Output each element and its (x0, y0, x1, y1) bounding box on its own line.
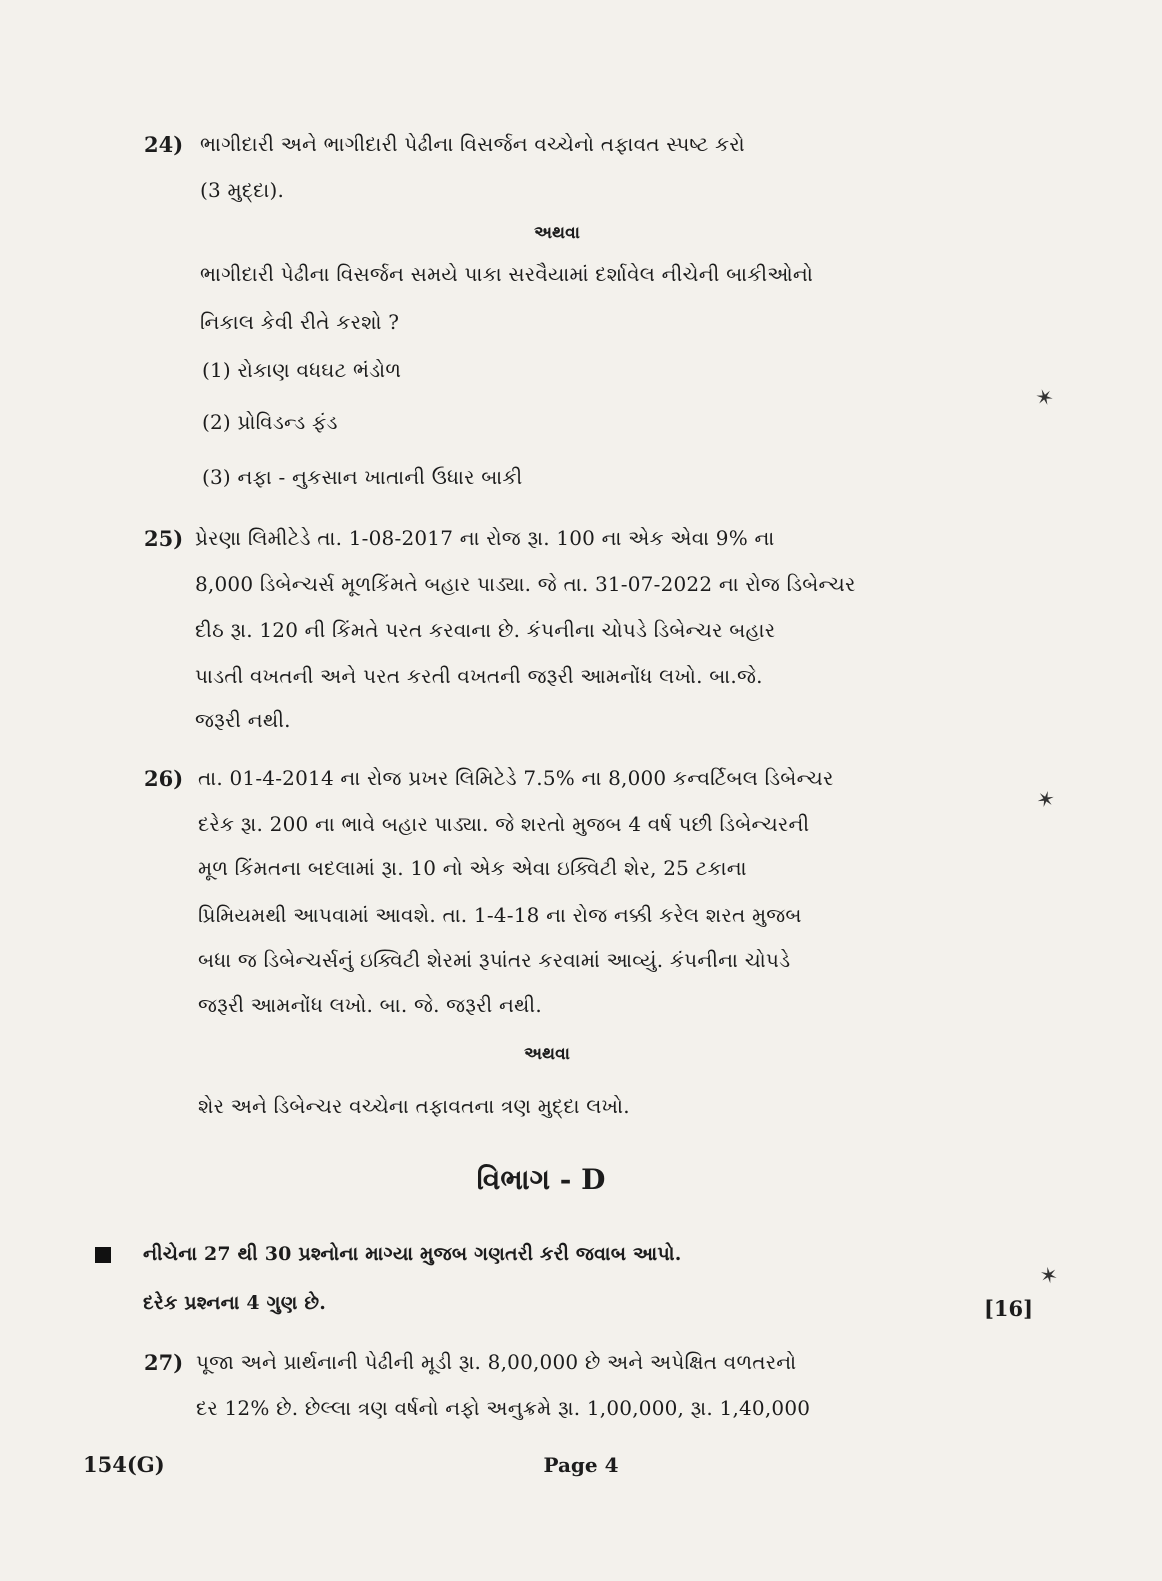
question-24-item-3: (3) નફા - નુકસાન ખાતાની ઉધાર બાકી (202, 465, 523, 489)
question-27-number: 27) (144, 1350, 184, 1375)
section-marks: [16] (984, 1296, 1034, 1321)
question-26-line-5: બધા જ ડિબેન્ચર્સનું ઇક્વિટી શેરમાં રૂપાંતર કરવામાં આવ્યું. કંપનીના ચોપડે (198, 948, 791, 972)
question-24-item-2: (2) પ્રોવિડન્ડ ફંડ (202, 410, 338, 434)
question-25-line-2: 8,000 ડિબેન્ચર્સ મૂળકિંમતે બહાર પાડ્યા. જે તા. 31-07-2022 ના રોજ ડિબેન્ચર (195, 572, 856, 596)
question-24-alt-line-2: નિકાલ કેવી રીતે કરશો ? (200, 310, 400, 334)
question-26-line-4: પ્રિમિયમથી આપવામાં આવશે. તા. 1-4-18 ના રોજ નક્કી કરેલ શરત મુજબ (198, 903, 802, 927)
paper-code: 154(G) (83, 1452, 165, 1477)
scan-speck-icon: ✶ (1037, 1262, 1061, 1291)
question-25-number: 25) (144, 526, 184, 551)
section-instruction-line-2: દરેક પ્રશ્નના 4 ગુણ છે. (143, 1292, 327, 1314)
question-24-alt-line-1: ભાગીદારી પેઢીના વિસર્જન સમયે પાકા સરવૈયામાં દર્શાવેલ નીચેની બાકીઓનો (200, 262, 814, 286)
page-number: Page 4 (543, 1453, 619, 1477)
question-24-number: 24) (144, 132, 184, 157)
or-label-26: અથવા (524, 1044, 570, 1064)
or-label-24: અથવા (534, 223, 580, 243)
question-26-number: 26) (144, 766, 184, 791)
question-27-line-1: પૂજા અને પ્રાર્થનાની પેઢીની મૂડી રૂા. 8,00,000 છે અને અપેક્ષિત વળતરનો (196, 1350, 797, 1374)
question-24-item-1: (1) રોકાણ વધઘટ ભંડોળ (202, 358, 402, 382)
scan-speck-icon: ✶ (1033, 786, 1058, 815)
question-25-line-1: પ્રેરણા લિમીટેડે તા. 1-08-2017 ના રોજ રૂા. 100 ના એક એવા 9% ના (195, 526, 775, 550)
question-26-line-1: તા. 01-4-2014 ના રોજ પ્રખર લિમિટેડે 7.5% ના 8,000 કન્વર્ટિબલ ડિબેન્ચર (198, 766, 834, 790)
bullet-square-icon (95, 1247, 111, 1263)
question-25-line-3: દીઠ રૂા. 120 ની કિંમતે પરત કરવાના છે. કંપનીના ચોપડે ડિબેન્ચર બહાર (195, 618, 776, 642)
section-title: વિભાગ - D (476, 1163, 606, 1196)
question-27-line-2: દર 12% છે. છેલ્લા ત્રણ વર્ષનો નફો અનુક્રમે રૂા. 1,00,000, રૂા. 1,40,000 (196, 1396, 811, 1420)
question-25-line-5: જરૂરી નથી. (195, 708, 291, 732)
scan-speck-icon: ✶ (1032, 383, 1058, 414)
question-25-line-4: પાડતી વખતની અને પરત કરતી વખતની જરૂરી આમનોંધ લખો. બા.જે. (195, 664, 763, 688)
question-26-line-2: દરેક રૂા. 200 ના ભાવે બહાર પાડ્યા. જે શરતો મુજબ 4 વર્ષ પછી ડિબેન્ચરની (198, 812, 810, 836)
section-instruction-line-1: નીચેના 27 થી 30 પ્રશ્નોના માગ્યા મુજબ ગણતરી કરી જવાબ આપો. (143, 1243, 682, 1265)
question-26-line-6: જરૂરી આમનોંધ લખો. બા. જે. જરૂરી નથી. (198, 993, 542, 1017)
question-26-line-3: મૂળ કિંમતના બદલામાં રૂા. 10 નો એક એવા ઇક્વિટી શેર, 25 ટકાના (198, 856, 747, 880)
question-26-alt-line-1: શેર અને ડિબેન્ચર વચ્ચેના તફાવતના ત્રણ મુદ્દા લખો. (198, 1094, 630, 1118)
question-24-line-1: ભાગીદારી અને ભાગીદારી પેઢીના વિસર્જન વચ્ચેનો તફાવત સ્પષ્ટ કરો (200, 132, 745, 156)
question-24-line-2: (3 મુદ્દા). (200, 178, 285, 202)
